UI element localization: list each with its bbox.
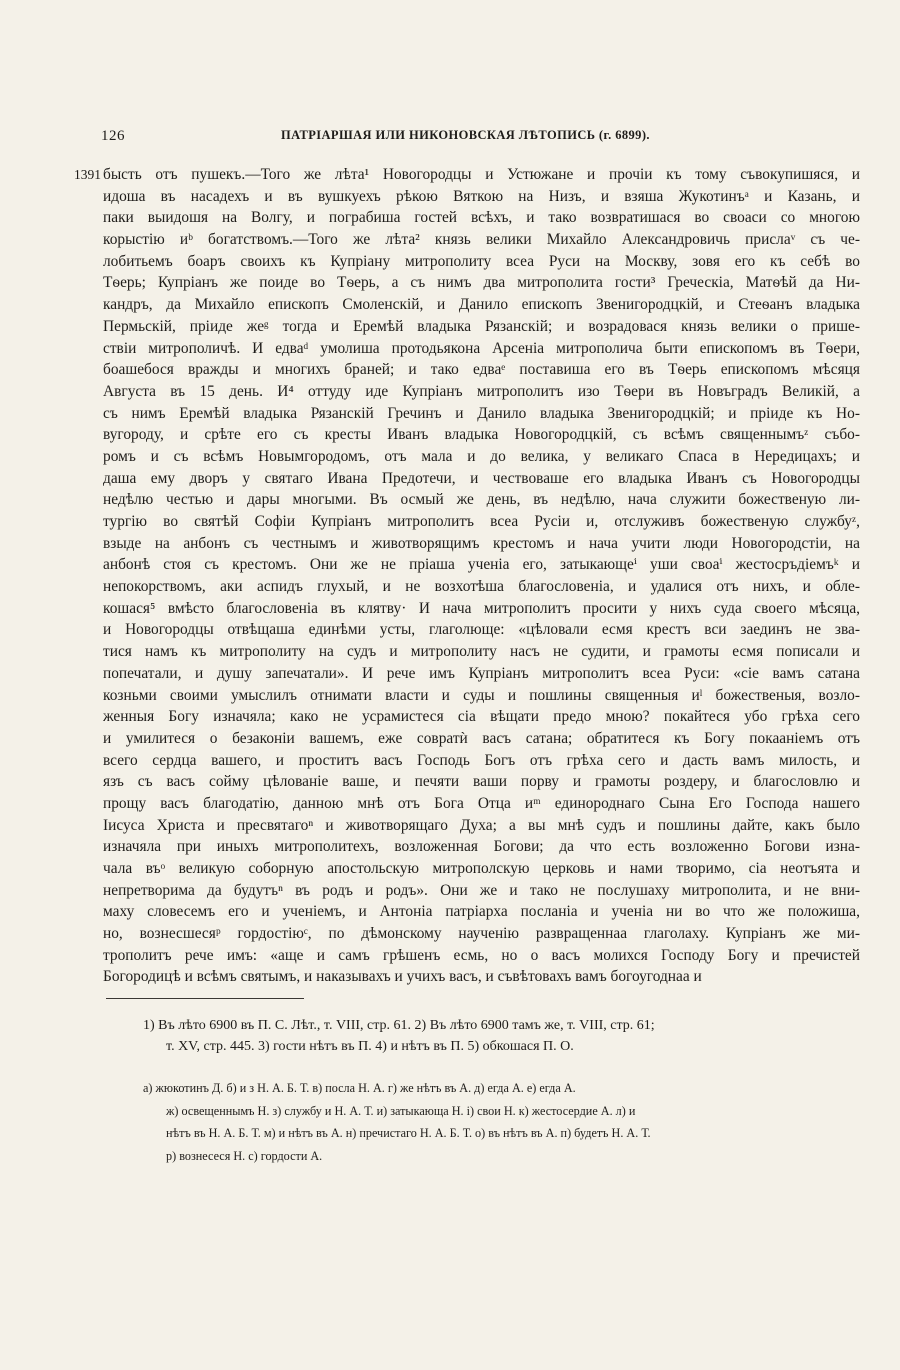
text-line: ромъ и съ всѣмъ Новымгородомъ, отъ мала и до велика, у великаго Спаса в Нередицахъ; и <box>103 447 860 465</box>
text-line: кандръ, да Михайло епископъ Смоленскій, и Данило епископъ Звенигородцкій, и Стеѳанъ владыка <box>103 296 860 314</box>
text-line: ствіи митрополичѣ. И едваᵈ умолиша протодьякона Арсеніа митрополича быти епископомъ въ Тѳери, <box>103 339 860 357</box>
text-line: Іисуса Христа и пресвятагоⁿ и животворящаго Духа; а вы мнѣ судъ и пошлины дайте, какъ было <box>103 816 860 834</box>
variant-readings <box>143 1077 863 1167</box>
footnote-divider <box>106 998 304 999</box>
text-line: Августа въ 15 день. И⁴ оттуду иде Купріанъ митрополитъ изо Тѳери въ Новъградъ Великій, а <box>103 382 860 400</box>
variant-line: нѣтъ въ Н. А. Б. Т. м) и нѣтъ въ А. н) пречистаго Н. А. Б. Т. о) въ нѣтъ въ А. п) будетъ Н. А. Т. <box>166 1126 651 1140</box>
text-line: и умилитеся о безаконіи вашемъ, еже совратѝ васъ сатана; обратитеся къ Богу покааніемъ отъ <box>103 729 860 747</box>
text-line: попечатали, и душу запечатали». И рече имъ Купріанъ митрополитъ всеа Руси: «сіе вамъ сатана <box>103 664 860 682</box>
variant-line: р) вознесеся Н. с) гордости А. <box>166 1148 323 1163</box>
text-line: но, вознесшесяᵖ гордостіюᶜ, по дѣмонскому наученію развращеннаа глаголаху. Купріанъ же ми- <box>103 925 860 943</box>
text-line: и Новогородцы отвѣщаша единѣми усты, глаголюще: «цѣловали есмя крестъ вси заединъ не зва- <box>103 621 860 639</box>
text-line: съ нимъ Еремѣй владыка Рязанскій Гречинъ и Данило владыка Звенигородцкій; и пріиде къ Но- <box>103 404 860 422</box>
text-line: даша ему дворъ у святаго Ивана Предотечи, и чествоваше его владыка Иванъ съ Новогородцы <box>103 469 860 487</box>
text-line: идоша въ насадехъ и въ вушкуехъ рѣкою Вяткою на Низъ, и взяша Жукотинъᵃ и Казань, и <box>103 187 860 205</box>
text-line: боашебося вражды и многихъ браней; и тако едваᵉ поставиша его въ Тѳерь епископомъ мѣсяця <box>103 361 860 379</box>
text-line: тися намъ къ митрополиту на судъ и митрополиту насъ не судити, и грамоты есмя пописали и <box>103 643 860 661</box>
footnotes <box>143 1015 863 1057</box>
year-marker: 1391 <box>74 167 101 182</box>
text-line: кошася⁵ вмѣсто благословеніа въ клятву· И нача митрополитъ просити у нихъ суда своего мѣсяца, <box>103 599 860 617</box>
text-line: язъ съ васъ сойму цѣлованіе ваше, и печяти ваши порву и грамоты роздеру, и благословлю и <box>103 773 860 791</box>
page-header <box>101 128 799 152</box>
footnote-line: т. XV, стр. 445. 3) гости нѣтъ въ П. 4) и нѣтъ въ П. 5) обкошася П. О. <box>166 1039 574 1054</box>
text-line: прощу васъ благодатію, данною мнѣ отъ Бога Отца иᵐ единороднаго Сына Его Господа нашего <box>103 794 860 812</box>
text-line: тургію во святѣй Софіи Купріанъ митрополитъ всеа Русіи и, отслуживъ божественую службуᶻ, <box>103 513 860 530</box>
text-line: лобитьемъ боаръ своихъ къ Купріану митрополиту всеа Руси на Москву, зовя его къ себѣ во <box>103 252 860 270</box>
text-line: корыстію иᵇ богатствомъ.—Того же лѣта² князь велики Михайло Александровичь прислаᵛ съ че- <box>103 231 860 249</box>
running-title: ПАТРІАРШАЯ ИЛИ НИКОНОВСКАЯ ЛѢТОПИСЬ (г. 6899). <box>281 128 650 142</box>
text-line: анбонѣ стоя съ крестомъ. Они же не пріаша ученіа его, затыкающеⁱ уши своаⁱ жестосръдіемъᵏ и <box>103 556 860 574</box>
text-line: взыде на анбонъ съ честнымъ и животворящимъ крестомъ и нача учити люди Новогородстіи, на <box>103 534 860 552</box>
text-line: маху словесемъ его и ученіемъ, и Антоніа патріарха посланіа и ученіа ни во что же положиша, <box>103 903 860 921</box>
text-line: вугороду, и срѣте его съ кресты Иванъ владыка Новогородцкій, съ всѣмъ священнымъᶻ събо- <box>103 426 860 444</box>
text-line: непокорствомъ, аки аспидъ глухый, и не возхотѣша благословеніа, и удалися отъ нихъ, и облe- <box>103 578 860 596</box>
text-line: паки выидошя на Волгу, и пограбиша гостей всѣхъ, и тако возвратишася во своаси со многою <box>103 209 860 227</box>
text-line: чала въᵒ великую соборную апостольскую митрополскую церковь и нами творимо, сіа неотъята и <box>103 860 860 877</box>
body-text <box>103 164 860 988</box>
variant-line: ж) освещеннымъ Н. з) службу и Н. А. Т. и) затыкающа Н. і) свои Н. к) жестосердие А. л) и <box>166 1103 636 1118</box>
text-line: трополитъ рече имъ: «аще и самъ грѣшенъ есмь, но о васъ молихся Господу Богу и пречистей <box>103 946 860 964</box>
variant-line: а) жюкотинъ Д. б) и з Н. А. Б. Т. в) посла Н. А. г) же нѣтъ въ А. д) егда А. е) егда А. <box>143 1081 576 1095</box>
text-line: женныя Богу изначяла; како не усрамистеся сіа вѣщати предо мною? покайтеся убо грѣха сего <box>103 708 860 726</box>
text-line: бысть отъ пушекъ.—Того же лѣта¹ Новогородцы и Устюжане и прочіи къ тому съвокупишяся, и <box>103 166 860 183</box>
text-line: козньми своими умыслилъ отнимати власти и суды и пошлины священныя иˡ божественыя, возло- <box>103 686 860 704</box>
text-line: недѣлю честью и дары многыми. Въ осмый же день, въ недѣлю, нача служити божественую ли- <box>103 491 860 509</box>
text-line: Тѳерь; Купріанъ же поиде во Тѳерь, а съ нимъ два митрополита гости³ Греческіа, Матѳѣй да Ни- <box>103 274 860 292</box>
page-number: 126 <box>101 128 125 144</box>
text-line: Пермьскій, пріиде жеᵍ тогда и Еремѣй владыка Рязанскій; и возрадовася князь велики о прише- <box>103 317 860 335</box>
text-line: изначяла при иныхъ митрополитехъ, возложенная Богови; да что есть возложенно Богови изна- <box>103 838 860 856</box>
footnote-line: 1) Въ лѣто 6900 въ П. С. Лѣт., т. VIII, стр. 61. 2) Въ лѣто 6900 тамъ же, т. VIII, стр. 61; <box>143 1018 655 1033</box>
text-line: Богородицѣ и всѣмъ святымъ, и наказывахъ и учихъ васъ, и съвѣтовахъ вамъ богоугоднаа и <box>103 968 702 986</box>
text-line: всего сердца вашего, и проститъ васъ Господь Богъ отъ грѣха сего и дасть вамъ милость, и <box>103 751 860 769</box>
text-line: непретворима да будутъⁿ въ родъ и родъ». Они же и тако не послушаху митрополита, и не вни- <box>103 881 860 899</box>
